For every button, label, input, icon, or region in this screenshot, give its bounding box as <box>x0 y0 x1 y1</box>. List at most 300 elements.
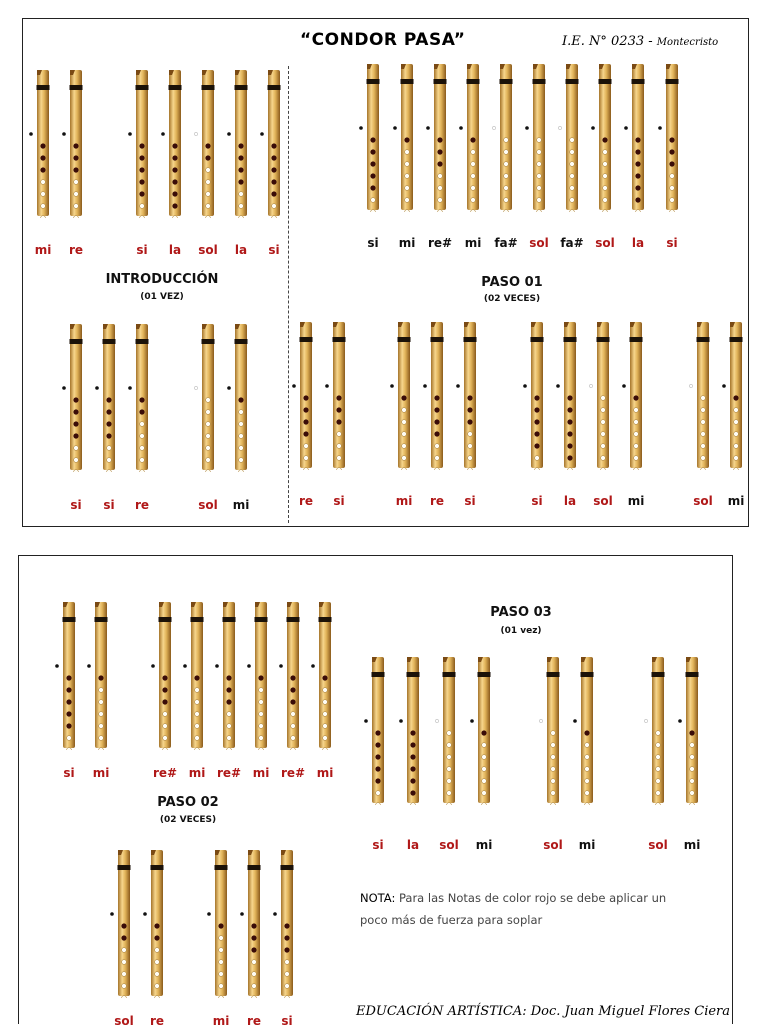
finger-hole-open <box>140 434 145 439</box>
finger-hole-open <box>140 204 145 209</box>
note-label: mi <box>34 243 52 257</box>
finger-hole-open <box>405 210 410 212</box>
thumb-hole-closed <box>128 132 132 136</box>
finger-hole-open <box>670 198 675 203</box>
flute-band <box>407 672 420 677</box>
finger-hole-open <box>568 468 573 470</box>
finger-hole-open <box>259 736 264 741</box>
finger-hole-open <box>227 736 232 741</box>
finger-hole-open <box>239 446 244 451</box>
finger-hole-closed <box>635 173 640 178</box>
quena-flute <box>224 322 258 472</box>
thumb-hole-closed <box>470 719 474 723</box>
finger-hole-closed <box>437 137 442 142</box>
finger-hole-closed <box>162 675 167 680</box>
quena-flute <box>387 320 421 470</box>
finger-hole-closed <box>434 419 439 424</box>
finger-hole-open <box>74 216 79 218</box>
finger-hole-open <box>447 767 452 772</box>
finger-hole-open <box>670 174 675 179</box>
note-label: re# <box>280 766 306 780</box>
finger-hole-open <box>603 162 608 167</box>
quena-flute <box>432 655 466 805</box>
finger-hole-open <box>537 162 542 167</box>
finger-hole-closed <box>238 179 243 184</box>
finger-hole-closed <box>434 431 439 436</box>
finger-hole-closed <box>481 730 486 735</box>
thumb-hole-closed <box>399 719 403 723</box>
finger-hole-open <box>219 960 224 965</box>
finger-hole-open <box>402 408 407 413</box>
finger-hole-closed <box>106 421 111 426</box>
note-label: la <box>631 236 645 250</box>
finger-hole-closed <box>162 699 167 704</box>
finger-hole-open <box>585 755 590 760</box>
finger-hole-open <box>570 210 575 212</box>
finger-hole-open <box>67 748 72 750</box>
finger-hole-open <box>206 410 211 415</box>
quena-flute <box>536 655 570 805</box>
finger-hole-open <box>601 432 606 437</box>
finger-hole-open <box>634 408 639 413</box>
finger-hole-closed <box>733 395 738 400</box>
finger-hole-open <box>195 748 200 750</box>
note-label: sol <box>439 838 459 852</box>
note-label: mi <box>232 498 250 512</box>
flute-band <box>37 85 50 90</box>
thumb-hole-closed <box>311 664 315 668</box>
finger-hole-open <box>471 186 476 191</box>
finger-hole-open <box>239 458 244 463</box>
finger-hole-closed <box>534 431 539 436</box>
finger-hole-closed <box>370 137 375 142</box>
note-label: re <box>429 494 445 508</box>
finger-hole-open <box>535 456 540 461</box>
finger-hole-open <box>690 743 695 748</box>
finger-hole-open <box>570 174 575 179</box>
paso03-title: PASO 03 <box>490 605 552 620</box>
finger-hole-open <box>468 456 473 461</box>
flute-band <box>632 79 645 84</box>
flute-band <box>223 617 236 622</box>
finger-hole-open <box>551 803 556 805</box>
flute-band <box>652 672 665 677</box>
finger-hole-open <box>471 162 476 167</box>
finger-hole-open <box>447 731 452 736</box>
finger-hole-open <box>195 736 200 741</box>
quena-flute <box>453 320 487 470</box>
note-label: re# <box>216 766 242 780</box>
quena-flute <box>107 848 141 998</box>
finger-hole-closed <box>238 143 243 148</box>
finger-hole-closed <box>139 143 144 148</box>
finger-hole-closed <box>534 443 539 448</box>
flute-band <box>136 85 149 90</box>
finger-hole-open <box>402 444 407 449</box>
finger-hole-open <box>435 444 440 449</box>
finger-hole-open <box>323 688 328 693</box>
note-label: mi <box>475 838 493 852</box>
flute-band <box>500 79 513 84</box>
flute-band <box>533 79 546 84</box>
flute-band <box>103 339 116 344</box>
finger-hole-open <box>405 174 410 179</box>
finger-hole-closed <box>303 431 308 436</box>
quena-flute <box>396 655 430 805</box>
quena-flute <box>204 848 238 998</box>
flute-band <box>268 85 281 90</box>
thumb-hole-closed <box>247 664 251 668</box>
flute-band <box>564 337 577 342</box>
finger-hole-open <box>634 444 639 449</box>
thumb-hole-closed <box>183 664 187 668</box>
finger-hole-open <box>291 724 296 729</box>
finger-hole-open <box>690 779 695 784</box>
quena-flute <box>224 68 258 218</box>
finger-hole-open <box>239 192 244 197</box>
finger-hole-open <box>447 755 452 760</box>
finger-hole-open <box>482 767 487 772</box>
finger-hole-closed <box>238 397 243 402</box>
flute-band <box>118 865 131 870</box>
finger-hole-open <box>227 724 232 729</box>
finger-hole-open <box>405 162 410 167</box>
finger-hole-open <box>504 198 509 203</box>
finger-hole-open <box>504 210 509 212</box>
note-label: si <box>372 838 384 852</box>
finger-hole-open <box>323 724 328 729</box>
flute-band <box>63 617 76 622</box>
finger-hole-open <box>285 984 290 989</box>
finger-hole-open <box>107 446 112 451</box>
note-label: si <box>70 498 82 512</box>
note-label: sol <box>198 243 218 257</box>
finger-hole-open <box>471 150 476 155</box>
finger-hole-closed <box>271 143 276 148</box>
finger-hole-open <box>304 468 309 470</box>
finger-hole-open <box>734 468 739 470</box>
finger-hole-closed <box>251 935 256 940</box>
finger-hole-open <box>206 470 211 472</box>
thumb-hole-open <box>492 126 495 129</box>
finger-hole-closed <box>40 155 45 160</box>
quena-flute <box>456 62 490 212</box>
flute-band <box>169 85 182 90</box>
quena-flute <box>308 600 342 750</box>
note-label: re <box>298 494 314 508</box>
note-label: mi <box>578 838 596 852</box>
finger-hole-closed <box>567 431 572 436</box>
finger-hole-open <box>482 803 487 805</box>
quena-flute <box>125 322 159 472</box>
finger-hole-open <box>259 700 264 705</box>
finger-hole-open <box>570 150 575 155</box>
thumb-hole-closed <box>591 126 595 130</box>
flute-band <box>464 337 477 342</box>
finger-hole-open <box>537 198 542 203</box>
quena-flute <box>322 320 356 470</box>
finger-hole-open <box>99 724 104 729</box>
finger-hole-closed <box>401 395 406 400</box>
finger-hole-closed <box>139 397 144 402</box>
paso01-subtitle: (02 VECES) <box>483 294 541 304</box>
thumb-hole-closed <box>456 384 460 388</box>
note-label: re# <box>152 766 178 780</box>
finger-hole-closed <box>284 935 289 940</box>
flute-band <box>443 672 456 677</box>
finger-hole-open <box>701 408 706 413</box>
thumb-hole-open <box>194 132 197 135</box>
finger-hole-closed <box>205 143 210 148</box>
note-label: re <box>149 1014 165 1028</box>
nota-text: Para las Notas de color rojo se debe aplicar un poco más de fuerza para soplar <box>360 891 667 927</box>
finger-hole-closed <box>284 923 289 928</box>
finger-hole-open <box>219 984 224 989</box>
finger-hole-closed <box>226 687 231 692</box>
finger-hole-closed <box>98 675 103 680</box>
finger-hole-open <box>585 767 590 772</box>
finger-hole-closed <box>410 778 415 783</box>
school-name: I.E. N° 0233 <box>562 34 645 49</box>
finger-hole-open <box>585 743 590 748</box>
finger-hole-open <box>690 803 695 805</box>
finger-hole-open <box>304 444 309 449</box>
quena-flute <box>619 320 653 470</box>
finger-hole-open <box>603 186 608 191</box>
quena-flute <box>92 322 126 472</box>
finger-hole-open <box>438 186 443 191</box>
finger-hole-closed <box>635 197 640 202</box>
finger-hole-closed <box>635 149 640 154</box>
note-label: sol <box>648 838 668 852</box>
finger-hole-closed <box>73 143 78 148</box>
finger-hole-open <box>195 688 200 693</box>
note-label: si <box>63 766 75 780</box>
thumb-hole-closed <box>215 664 219 668</box>
flute-band <box>70 339 83 344</box>
finger-hole-open <box>323 712 328 717</box>
quena-flute <box>289 320 323 470</box>
note-label: si <box>281 1014 293 1028</box>
finger-hole-open <box>656 803 661 805</box>
quena-flute <box>59 322 93 472</box>
finger-hole-closed <box>154 935 159 940</box>
finger-hole-closed <box>303 395 308 400</box>
thumb-hole-closed <box>143 912 147 916</box>
quena-flute <box>84 600 118 750</box>
finger-hole-closed <box>66 699 71 704</box>
finger-hole-open <box>411 803 416 805</box>
finger-hole-open <box>259 712 264 717</box>
finger-hole-open <box>405 150 410 155</box>
quena-flute <box>522 62 556 212</box>
quena-flute <box>588 62 622 212</box>
finger-hole-open <box>337 468 342 470</box>
finger-hole-open <box>603 150 608 155</box>
note-label: sol <box>543 838 563 852</box>
finger-hole-closed <box>534 419 539 424</box>
finger-hole-open <box>259 688 264 693</box>
finger-hole-open <box>337 456 342 461</box>
finger-hole-open <box>337 432 342 437</box>
finger-hole-open <box>41 192 46 197</box>
finger-hole-open <box>482 755 487 760</box>
finger-hole-open <box>219 936 224 941</box>
quena-flute <box>423 62 457 212</box>
flute-band <box>434 79 447 84</box>
flute-band <box>372 672 385 677</box>
finger-hole-open <box>140 470 145 472</box>
finger-hole-open <box>206 398 211 403</box>
finger-hole-closed <box>106 433 111 438</box>
flute-band <box>333 337 346 342</box>
finger-hole-closed <box>73 421 78 426</box>
finger-hole-open <box>447 791 452 796</box>
finger-hole-open <box>438 174 443 179</box>
note-label: fa# <box>560 236 584 250</box>
thumb-hole-closed <box>227 386 231 390</box>
finger-hole-open <box>239 434 244 439</box>
thumb-hole-closed <box>151 664 155 668</box>
finger-hole-open <box>239 410 244 415</box>
finger-hole-closed <box>290 675 295 680</box>
finger-hole-closed <box>567 407 572 412</box>
finger-hole-open <box>603 174 608 179</box>
finger-hole-open <box>690 755 695 760</box>
finger-hole-open <box>206 192 211 197</box>
finger-hole-closed <box>218 923 223 928</box>
quena-flute <box>191 322 225 472</box>
finger-hole-open <box>239 470 244 472</box>
quena-flute <box>140 848 174 998</box>
flute-band <box>235 85 248 90</box>
quena-flute <box>489 62 523 212</box>
finger-hole-open <box>701 456 706 461</box>
thumb-hole-closed <box>658 126 662 130</box>
finger-hole-closed <box>121 935 126 940</box>
footer-credit: EDUCACIÓN ARTÍSTICA: Doc. Juan Miguel Flores Ciera <box>356 1004 731 1019</box>
finger-hole-open <box>122 972 127 977</box>
finger-hole-open <box>734 420 739 425</box>
finger-hole-closed <box>669 161 674 166</box>
finger-hole-closed <box>66 723 71 728</box>
quena-flute <box>180 600 214 750</box>
quena-flute <box>621 62 655 212</box>
thumb-hole-closed <box>523 384 527 388</box>
flute-band <box>136 339 149 344</box>
finger-hole-closed <box>467 407 472 412</box>
finger-hole-open <box>585 779 590 784</box>
finger-hole-closed <box>139 155 144 160</box>
finger-hole-closed <box>375 778 380 783</box>
flute-band <box>599 79 612 84</box>
thumb-hole-open <box>194 386 197 389</box>
finger-hole-closed <box>66 687 71 692</box>
finger-hole-closed <box>251 947 256 952</box>
finger-hole-open <box>285 960 290 965</box>
finger-hole-closed <box>73 397 78 402</box>
finger-hole-closed <box>205 155 210 160</box>
finger-hole-open <box>656 779 661 784</box>
finger-hole-open <box>155 972 160 977</box>
thumb-hole-closed <box>426 126 430 130</box>
finger-hole-open <box>656 767 661 772</box>
finger-hole-open <box>163 724 168 729</box>
thumb-hole-closed <box>128 386 132 390</box>
note-label: mi <box>727 494 745 508</box>
quena-flute <box>148 600 182 750</box>
note-label: mi <box>683 838 701 852</box>
finger-hole-closed <box>303 419 308 424</box>
finger-hole-open <box>504 162 509 167</box>
finger-hole-open <box>603 210 608 212</box>
finger-hole-closed <box>370 173 375 178</box>
finger-hole-closed <box>669 137 674 142</box>
finger-hole-open <box>482 779 487 784</box>
flute-band <box>191 617 204 622</box>
finger-hole-open <box>551 731 556 736</box>
flute-band <box>630 337 643 342</box>
thumb-hole-closed <box>622 384 626 388</box>
finger-hole-open <box>99 688 104 693</box>
flute-band <box>697 337 710 342</box>
thumb-hole-closed <box>110 912 114 916</box>
intro-subtitle: (01 VEZ) <box>140 292 184 302</box>
finger-hole-open <box>471 198 476 203</box>
finger-hole-open <box>701 420 706 425</box>
finger-hole-open <box>537 186 542 191</box>
quena-flute <box>586 320 620 470</box>
thumb-hole-closed <box>359 126 363 130</box>
finger-hole-open <box>323 736 328 741</box>
note-label: sol <box>595 236 615 250</box>
finger-hole-closed <box>534 395 539 400</box>
flute-band <box>70 85 83 90</box>
flute-band <box>287 617 300 622</box>
finger-hole-open <box>701 468 706 470</box>
thumb-hole-open <box>644 719 647 722</box>
finger-hole-closed <box>336 407 341 412</box>
finger-hole-closed <box>66 711 71 716</box>
paso03-subtitle: (01 vez) <box>500 626 542 636</box>
finger-hole-open <box>259 748 264 750</box>
quena-flute <box>212 600 246 750</box>
note-label: re <box>68 243 84 257</box>
finger-hole-closed <box>271 179 276 184</box>
finger-hole-open <box>155 948 160 953</box>
finger-hole-open <box>99 700 104 705</box>
finger-hole-open <box>634 468 639 470</box>
finger-hole-closed <box>194 675 199 680</box>
finger-hole-open <box>173 216 178 218</box>
flute-band <box>666 79 679 84</box>
flute-band <box>215 865 228 870</box>
flute-band <box>202 85 215 90</box>
finger-hole-closed <box>258 675 263 680</box>
finger-hole-open <box>402 432 407 437</box>
flute-band <box>255 617 268 622</box>
thumb-hole-closed <box>62 386 66 390</box>
finger-hole-open <box>734 432 739 437</box>
finger-hole-closed <box>437 161 442 166</box>
finger-hole-open <box>656 755 661 760</box>
finger-hole-open <box>140 422 145 427</box>
flute-band <box>581 672 594 677</box>
finger-hole-open <box>447 743 452 748</box>
finger-hole-open <box>206 458 211 463</box>
finger-hole-open <box>227 712 232 717</box>
finger-hole-closed <box>370 161 375 166</box>
